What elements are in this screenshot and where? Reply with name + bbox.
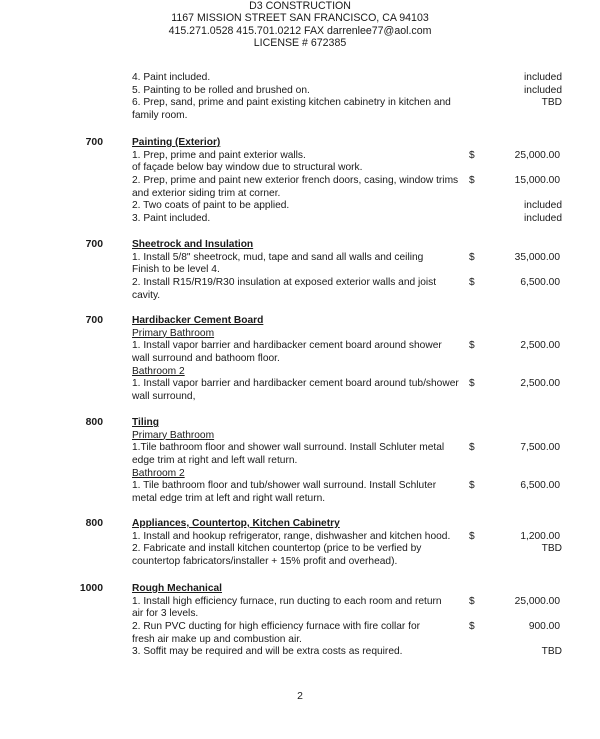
line-item-text: 1. Install vapor barrier and hardibacker cement board around tub/shower — [132, 378, 459, 390]
line-item-text: 1. Install high efficiency furnace, run ducting to each room and return — [132, 595, 442, 607]
line-item-text: 2. Fabricate and install kitchen countertop (price to be verfied by — [132, 543, 422, 555]
line-item-amount: included — [524, 72, 562, 83]
line-item-text: 2. Run PVC ducting for high efficiency furnace with fire collar for — [132, 620, 421, 632]
line-item-amount: included — [524, 200, 562, 212]
currency-symbol: $ — [469, 174, 475, 186]
cost-code: 1000 — [79, 583, 103, 594]
line-item-text: Finish to be level 4. — [132, 264, 220, 276]
section-title: Sheetrock and Insulation — [132, 239, 254, 250]
line-item-amount: 1,200.00 — [520, 530, 560, 542]
line-item-text: air for 3 levels. — [132, 608, 199, 620]
company-name: D3 CONSTRUCTION — [249, 0, 351, 12]
line-item-amount: TBD — [541, 97, 562, 109]
line-item-text: metal edge trim at left and right wall return. — [132, 492, 326, 504]
line-item-amount: 15,000.00 — [514, 174, 560, 186]
line-item-text: wall surround, — [132, 390, 196, 402]
line-item-amount: 2,500.00 — [520, 340, 560, 352]
line-item-text: 5. Painting to be rolled and brushed on. — [132, 84, 310, 96]
cost-code: 700 — [85, 239, 103, 250]
line-item-text: 2. Prep, prime and paint new exterior french doors, casing, window trims — [132, 174, 459, 186]
currency-symbol: $ — [469, 620, 475, 632]
company-address: 1167 MISSION STREET SAN FRANCISCO, CA 94103 — [171, 12, 429, 24]
currency-symbol: $ — [469, 149, 475, 161]
line-item-text: 1. Install 5/8" sheetrock, mud, tape and sand all walls and ceiling — [132, 251, 424, 263]
line-item-text: fresh air make up and combustion air. — [132, 633, 302, 645]
line-item-text: 4. Paint included. — [132, 72, 211, 83]
line-item-amount: TBD — [541, 646, 562, 658]
subsection-heading: Bathroom 2 — [132, 365, 185, 377]
line-item-text: of façade below bay window due to structural work. — [132, 162, 363, 174]
currency-symbol: $ — [469, 378, 475, 390]
line-item-amount: 900.00 — [528, 620, 560, 632]
section-title: Hardibacker Cement Board — [132, 315, 264, 326]
line-item-text: cavity. — [132, 289, 161, 301]
line-item-text: family room. — [132, 109, 188, 121]
line-item-text: wall surround and bathoom floor. — [132, 352, 280, 364]
subsection-heading: Primary Bathroom — [132, 429, 215, 441]
line-item-amount: 2,500.00 — [520, 378, 560, 390]
subsection-heading: Primary Bathroom — [132, 327, 215, 339]
subsection-heading: Bathroom 2 — [132, 467, 185, 479]
company-contact: 415.271.0528 415.701.0212 FAX darrenlee77@aol.com — [168, 25, 432, 37]
section-title: Painting (Exterior) — [132, 137, 221, 148]
currency-symbol: $ — [469, 530, 475, 542]
line-item-amount: TBD — [541, 543, 562, 555]
currency-symbol: $ — [469, 340, 475, 352]
cost-code: 700 — [85, 315, 103, 326]
line-item-amount: 25,000.00 — [514, 595, 560, 607]
currency-symbol: $ — [469, 480, 475, 492]
line-item-amount: 25,000.00 — [514, 149, 560, 161]
line-item-text: 3. Soffit may be required and will be extra costs as required. — [132, 646, 403, 658]
section-title: Rough Mechanical — [132, 583, 223, 594]
currency-symbol: $ — [469, 442, 475, 454]
line-item-amount: 6,500.00 — [520, 276, 560, 288]
line-item-text: edge trim at right and left wall return. — [132, 454, 298, 466]
currency-symbol: $ — [469, 595, 475, 607]
cost-code: 800 — [85, 518, 103, 529]
line-item-text: 6. Prep, sand, prime and paint existing kitchen cabinetry in kitchen and — [132, 97, 451, 109]
line-item-text: 1. Tile bathroom floor and tub/shower wall surround. Install Schluter — [132, 480, 437, 492]
line-item-amount: included — [524, 84, 562, 96]
line-item-text: 3. Paint included. — [132, 212, 211, 224]
line-item-text: 2. Two coats of paint to be applied. — [132, 200, 290, 212]
currency-symbol: $ — [469, 276, 475, 288]
line-item-text: and exterior siding trim at corner. — [132, 187, 281, 199]
section-title: Appliances, Countertop, Kitchen Cabinetry — [132, 518, 340, 529]
license-number: LICENSE # 672385 — [253, 37, 347, 49]
page-number: 2 — [297, 691, 303, 702]
line-item-text: countertop fabricators/installer + 15% profit and overhead). — [132, 555, 398, 567]
line-item-text: 1.Tile bathroom floor and shower wall surround. Install Schluter metal — [132, 442, 445, 454]
line-item-amount: 35,000.00 — [514, 251, 560, 263]
line-item-amount: 6,500.00 — [520, 480, 560, 492]
line-item-text: 1. Prep, prime and paint exterior walls. — [132, 149, 306, 161]
cost-code: 700 — [85, 137, 103, 148]
currency-symbol: $ — [469, 251, 475, 263]
section-title: Tiling — [132, 417, 159, 428]
line-item-amount: included — [524, 212, 562, 224]
line-item-amount: 7,500.00 — [520, 442, 560, 454]
line-item-text: 1. Install vapor barrier and hardibacker cement board around shower — [132, 340, 442, 352]
cost-code: 800 — [85, 417, 103, 428]
line-item-text: 1. Install and hookup refrigerator, range, dishwasher and kitchen hood. — [132, 530, 451, 542]
line-item-text: 2. Install R15/R19/R30 insulation at exposed exterior walls and joist — [132, 276, 437, 288]
